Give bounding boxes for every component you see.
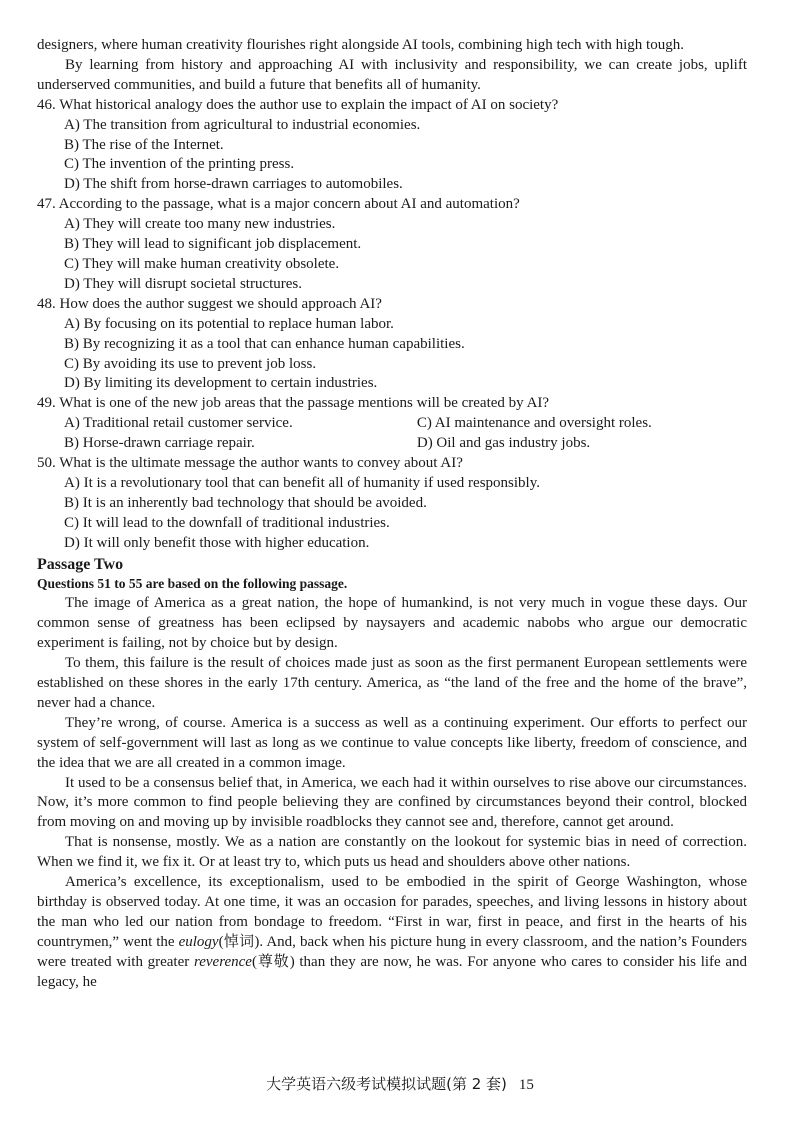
question-stem: 50. What is the ultimate message the author wants to convey about AI?: [37, 455, 463, 472]
vocab-gloss: (尊敬): [251, 953, 295, 970]
question-stem: 48. How does the author suggest we should approach AI?: [37, 295, 382, 312]
question-stem: 47. According to the passage, what is a major concern about AI and automation?: [37, 196, 520, 213]
passage-paragraph: The image of America as a great nation, the hope of humankind, is not very much in vogue these days. Our common sense of greatness has been eclipsed by naysayers and academic nabobs who argue our democratic experiment is failing, not by choice but by design.: [37, 595, 747, 652]
footer-title: 大学英语六级考试模拟试题(第 2 套): [266, 1075, 507, 1093]
passage-one-continuation: designers, where human creativity flourishes right alongside AI tools, combining high tech with high tough.: [37, 37, 684, 53]
question-49: [37, 394, 747, 454]
vocab-term-eulogy: eulogy: [178, 933, 219, 950]
page-number: 15: [518, 1077, 534, 1093]
option-b: B) Horse-drawn carriage repair.: [64, 435, 255, 452]
page-footer: [0, 1075, 800, 1096]
options-row: [64, 414, 747, 434]
vocab-gloss: (悼词): [218, 933, 260, 950]
option-a: A) They will create too many new industries.: [64, 216, 336, 233]
passage-paragraph: They’re wrong, of course. America is a success as well as a continuing experiment. Our efforts to perfect our system of self-government will last as long as we continue to value concepts like liberty, freedom of conscience, and the idea that we are all created in a common image.: [37, 714, 747, 771]
option-c: C) AI maintenance and oversight roles.: [416, 415, 652, 432]
text-run: than they are now, he was. For anyone who cares to consider his life and legacy, he: [37, 953, 748, 990]
option-d: D) They will disrupt societal structures.: [64, 275, 303, 292]
question-stem: 49. What is one of the new job areas that the passage mentions will be created by AI?: [37, 395, 550, 412]
option-d: D) The shift from horse-drawn carriages to automobiles.: [64, 176, 403, 193]
question-50: [37, 454, 747, 554]
option-b: B) The rise of the Internet.: [64, 136, 224, 153]
option-b: B) By recognizing it as a tool that can enhance human capabilities.: [64, 335, 465, 352]
question-46: [37, 96, 747, 196]
option-a: A) Traditional retail customer service.: [64, 415, 293, 432]
option-d: D) It will only benefit those with higher education.: [64, 534, 370, 551]
option-a: A) The transition from agricultural to industrial economies.: [64, 116, 421, 133]
option-a: A) It is a revolutionary tool that can benefit all of humanity if used responsibly.: [64, 474, 540, 491]
options-row: [64, 434, 747, 454]
passage-paragraph: To them, this failure is the result of choices made just as soon as the first permanent European settlements were established on these shores in the early 17th century. America, as “the land of the free and the home of the brave”, never had a chance.: [37, 655, 747, 711]
passage-paragraph-last: [37, 873, 747, 992]
passage-paragraph: It used to be a consensus belief that, in America, we each had it within ourselves to rise above our circumstances. Now, it’s more common to find people believing they are confined by circumstances beyond their control, blocked from moving on and moving up by invisible roadblocks they cannot see and, therefore, cannot get around.: [37, 774, 747, 831]
option-d: D) By limiting its development to certain industries.: [64, 375, 378, 392]
text-run: America’s excellence, its exceptionalism, used to be embodied in the spirit of George Washington, whose birthday is observed today. At one time, it was an occasion for parades, speeches, and living lessons in history about the man who led our nation from bondage to freedom. “First in war, first in peace, and first in the hearts of his countrymen,” went the: [37, 874, 747, 950]
option-c: C) The invention of the printing press.: [64, 156, 295, 173]
option-a: A) By focusing on its potential to replace human labor.: [64, 315, 394, 332]
question-47: [37, 195, 747, 295]
option-b: B) They will lead to significant job displacement.: [64, 236, 362, 253]
page-content: [37, 36, 747, 993]
question-48: [37, 295, 747, 395]
option-c: C) They will make human creativity obsolete.: [64, 255, 340, 272]
vocab-term-reverence: reverence: [193, 953, 252, 970]
option-c: C) By avoiding its use to prevent job loss.: [64, 355, 317, 372]
passage-one-conclusion: By learning from history and approaching AI with inclusivity and responsibility, we can create jobs, uplift underserved communities, and build a future that benefits all of humanity.: [37, 56, 747, 93]
passage-two-instruction: Questions 51 to 55 are based on the following passage.: [37, 576, 348, 592]
option-b: B) It is an inherently bad technology that should be avoided.: [64, 494, 427, 511]
option-d: D) Oil and gas industry jobs.: [416, 435, 591, 452]
question-stem: 46. What historical analogy does the author use to explain the impact of AI on society?: [37, 96, 559, 113]
text-run: . And, back when his picture hung in every classroom, and the nation’s Founders were treated with greater: [37, 933, 747, 970]
passage-paragraph: That is nonsense, mostly. We as a nation are constantly on the lookout for systemic bias in need of correction. When we find it, we fix it. Or at least try to, which puts us head and shoulders above other nations.: [37, 834, 747, 871]
option-c: C) It will lead to the downfall of traditional industries.: [64, 514, 390, 531]
passage-two-title: Passage Two: [37, 555, 124, 573]
